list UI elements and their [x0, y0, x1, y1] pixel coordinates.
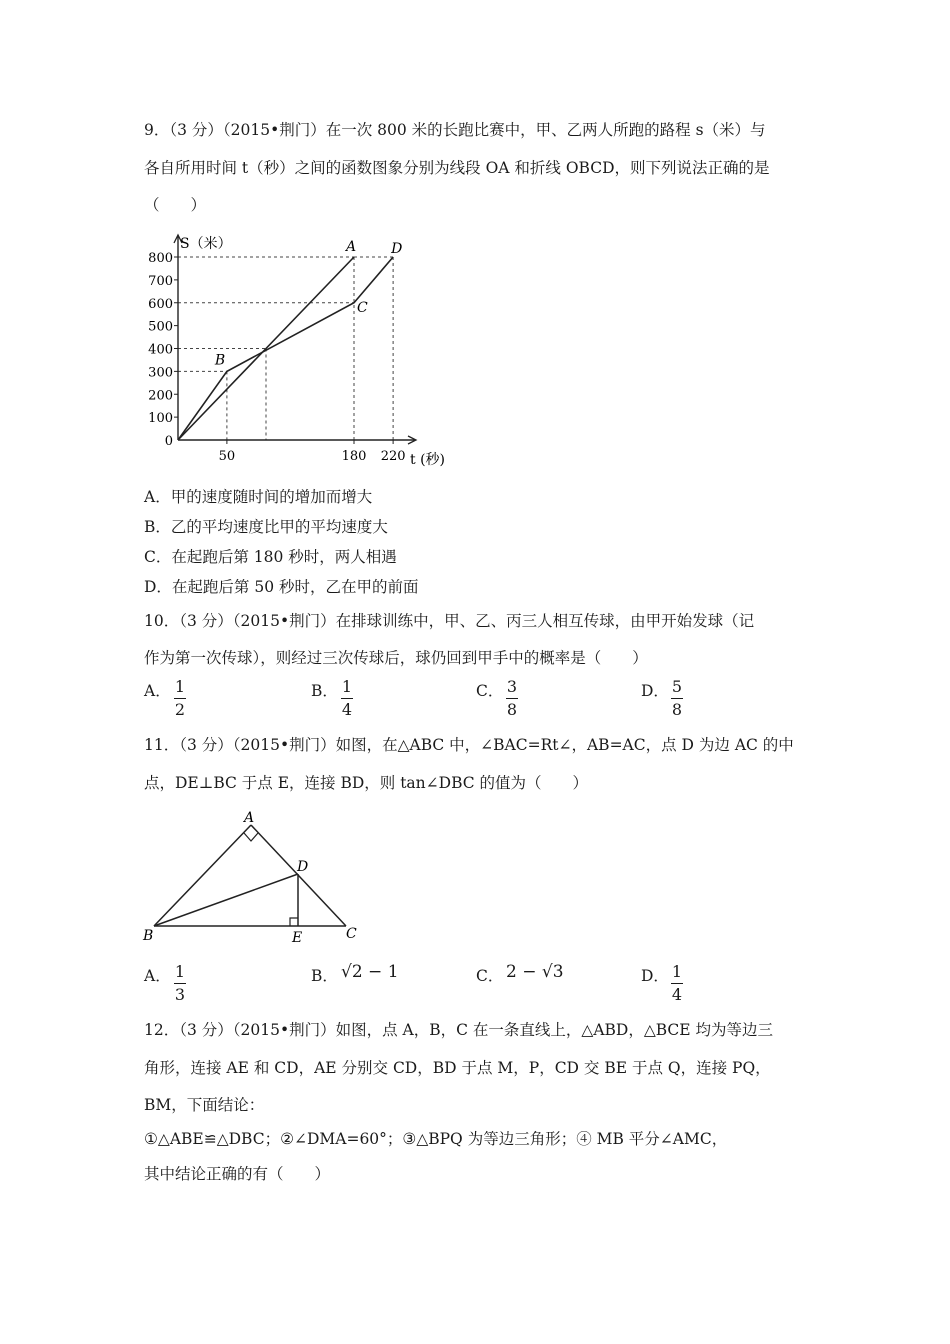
q10-option-d-label: D．	[641, 682, 669, 700]
x-tick-label: 50	[218, 449, 236, 464]
y-tick-label: 600	[148, 296, 173, 312]
label-a: A	[244, 810, 255, 826]
q12-conclusions: ①△ABE≌△DBC；②∠DMA=60°；③△BPQ 为等边三角形；④ MB 平分∠AMC，	[144, 1130, 728, 1148]
q10-option-a-fraction	[174, 678, 186, 719]
x-tick-label: 220	[380, 449, 406, 464]
x-tick-label: 180	[341, 449, 367, 464]
q12-stem-line2: 角形，连接 AE 和 CD，AE 分别交 CD，BD 于点 M，P，CD 交 BE 于点 Q，连接 PQ，	[144, 1059, 771, 1077]
y-tick-label: 300	[148, 365, 173, 381]
q11-option-a-label: A．	[144, 967, 171, 985]
x-axis-label: t (秒)	[410, 452, 445, 468]
q11-option-b-expr: √2 − 1	[341, 962, 399, 982]
numerator: 1	[671, 962, 683, 981]
q9-option-d[interactable]: D．在起跑后第 50 秒时，乙在甲的前面	[144, 578, 419, 596]
q12-stem-line1: 12．（3 分）（2015•荆门）如图，点 A，B，C 在一条直线上，△ABD，△BCE 均为等边三	[144, 1021, 774, 1039]
right-angle-mark-e	[290, 918, 298, 926]
q10-option-b-label: B．	[311, 682, 338, 700]
numerator: 1	[341, 677, 353, 696]
q11-option-a-fraction	[174, 963, 186, 1004]
q10-stem-line2: 作为第一次传球），则经过三次传球后，球仍回到甲手中的概率是（ ）	[144, 649, 648, 667]
q11-option-b-label: B．	[311, 967, 338, 985]
side-ba	[154, 825, 251, 926]
q11-stem-line2: 点，DE⊥BC 于点 E，连接 BD，则 tan∠DBC 的值为（ ）	[144, 774, 589, 792]
q9-option-b[interactable]: B．乙的平均速度比甲的平均速度大	[144, 518, 388, 536]
denominator: 4	[671, 985, 683, 1004]
q10-option-b-fraction	[341, 678, 353, 719]
q12-stem-line5: 其中结论正确的有（ ）	[144, 1165, 331, 1183]
q9-option-a[interactable]: A．甲的速度随时间的增加而增大	[144, 488, 373, 506]
denominator: 8	[671, 700, 683, 719]
q10-option-a-label: A．	[144, 682, 171, 700]
q11-option-c-expr: 2 − √3	[506, 962, 564, 982]
denominator: 2	[174, 700, 186, 719]
chart-labels	[148, 235, 445, 468]
denominator: 8	[506, 700, 518, 719]
point-label-D: D	[391, 241, 403, 257]
q10-option-c-label: C．	[476, 682, 504, 700]
q12-stem-line3: BM，下面结论：	[144, 1096, 265, 1114]
q10-option-d-fraction	[671, 678, 683, 719]
numerator: 3	[506, 677, 518, 696]
q11-stem-line1: 11．（3 分）（2015•荆门）如图，在△ABC 中，∠BAC=Rt∠，AB=AC，点 D 为边 AC 的中	[144, 736, 794, 754]
numerator: 1	[174, 962, 186, 981]
right-angle-mark-a	[244, 833, 258, 841]
q9-stem-line1: 9．（3 分）（2015•荆门）在一次 800 米的长跑比赛中，甲、乙两人所跑的路程 s（米）与	[144, 121, 766, 139]
y-tick-label: 800	[148, 251, 173, 266]
triangle-figure	[140, 808, 370, 948]
q10-option-c-fraction	[506, 678, 518, 719]
q11-option-c-label: C．	[476, 967, 504, 985]
label-e: E	[292, 930, 303, 946]
point-label-B: B	[214, 352, 226, 369]
label-d: D	[297, 859, 309, 875]
segment-bd	[154, 874, 298, 926]
denominator: 4	[341, 700, 353, 719]
numerator: 5	[671, 677, 683, 696]
point-label-C: C	[357, 299, 368, 316]
y-tick-label: 400	[148, 342, 173, 358]
y-tick-label: 500	[148, 319, 173, 335]
chart-axes	[174, 235, 416, 444]
q9-option-c[interactable]: C．在起跑后第 180 秒时，两人相遇	[144, 548, 397, 566]
label-c: C	[346, 926, 357, 942]
q11-option-d-fraction	[671, 963, 683, 1004]
label-b: B	[143, 928, 154, 944]
y-axis-label: S（米）	[180, 236, 232, 252]
chart-grid	[178, 257, 393, 440]
q9-stem-line3: （ ）	[144, 196, 207, 214]
q10-stem-line1: 10．（3 分）（2015•荆门）在排球训练中，甲、乙、丙三人相互传球，由甲开始发球（记	[144, 612, 755, 630]
q11-option-d-label: D．	[641, 967, 669, 985]
y-tick-label: 0	[164, 434, 173, 449]
point-label-A: A	[346, 239, 357, 255]
y-tick-label: 100	[148, 411, 173, 427]
numerator: 1	[174, 677, 186, 696]
distance-time-chart	[140, 228, 460, 473]
denominator: 3	[174, 985, 186, 1004]
y-tick-label: 200	[148, 388, 173, 404]
q9-stem-line2: 各自所用时间 t（秒）之间的函数图象分别为线段 OA 和折线 OBCD，则下列说法正确的是	[144, 159, 770, 177]
y-tick-label: 700	[148, 273, 173, 289]
